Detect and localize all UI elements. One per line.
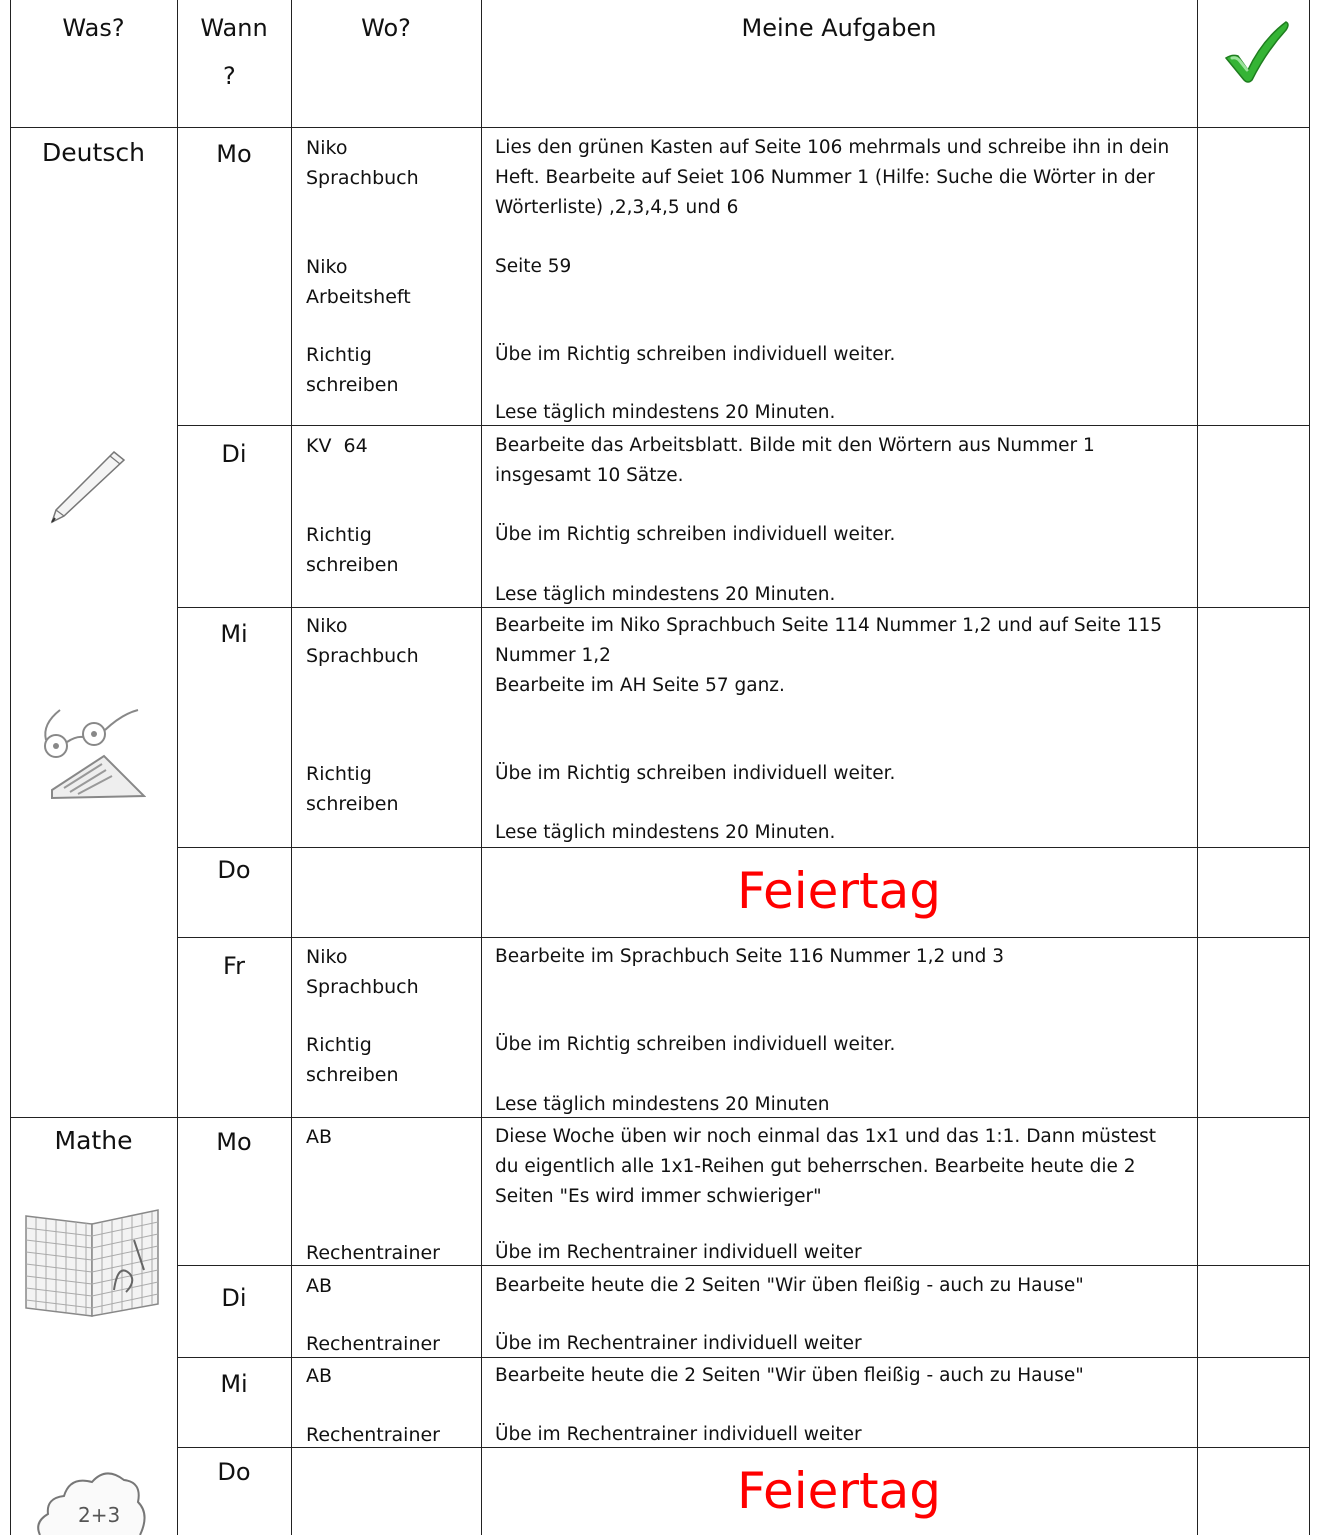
subject-mathe: Mathe: [54, 1126, 133, 1155]
day-deutsch-mo: Mo: [216, 140, 252, 168]
task-mathe-di-1: Bearbeite heute die 2 Seiten "Wir üben fleißig - auch zu Hause": [495, 1275, 1084, 1296]
task-deutsch-mi-1: Bearbeite im Niko Sprachbuch Seite 114 Nummer 1,2 und auf Seite 115 Nummer 1,2: [495, 615, 1163, 666]
pencil-icon: [44, 448, 130, 528]
wo-deutsch-mo-1: Niko Sprachbuch: [306, 137, 419, 189]
task-mathe-mi-2: Übe im Rechentrainer individuell weiter: [495, 1424, 862, 1445]
task-deutsch-fr-2: Übe im Richtig schreiben individuell weiter.: [495, 1034, 896, 1055]
column-divider-wo: [481, 0, 482, 1535]
wo-deutsch-di-1: KV 64: [306, 435, 368, 457]
task-deutsch-di-2: Übe im Richtig schreiben individuell weiter.: [495, 524, 896, 545]
task-deutsch-mi-2: Bearbeite im AH Seite 57 ganz.: [495, 675, 785, 696]
wo-deutsch-mi-2: Richtig schreiben: [306, 763, 399, 815]
task-deutsch-fr-3: Lese täglich mindestens 20 Minuten: [495, 1094, 830, 1115]
day-mathe-mi: Mi: [220, 1370, 248, 1398]
wo-mathe-mi-2: Rechentrainer: [306, 1424, 440, 1446]
task-mathe-mi-1: Bearbeite heute die 2 Seiten "Wir üben fleißig - auch zu Hause": [495, 1365, 1084, 1386]
holiday-deutsch-do: Feiertag: [737, 862, 941, 920]
column-divider-wann: [291, 0, 292, 1535]
table-border-right: [1309, 0, 1310, 1535]
day-mathe-do: Do: [217, 1458, 251, 1486]
row-divider-deutsch-do: [177, 937, 1310, 938]
column-divider-aufgaben: [1197, 0, 1198, 1535]
task-mathe-mo-1: Diese Woche üben wir noch einmal das 1x1 und das 1:1. Dann müstest du eigentlich alle 1x1-Reihen gut beherrschen. Bearbeite heute die 2 Seiten "Es wird immer schwieriger": [495, 1126, 1157, 1207]
holiday-mathe-do: Feiertag: [737, 1462, 941, 1520]
day-deutsch-fr: Fr: [223, 952, 245, 980]
wo-mathe-mi-1: AB: [306, 1365, 333, 1387]
wo-deutsch-mo-2: Niko Arbeitsheft: [306, 256, 411, 308]
task-deutsch-mo-3: Übe im Richtig schreiben individuell weiter.: [495, 344, 896, 365]
task-deutsch-mo-2: Seite 59: [495, 256, 572, 277]
wo-mathe-di-2: Rechentrainer: [306, 1333, 440, 1355]
subject-deutsch: Deutsch: [42, 138, 145, 167]
wo-mathe-mo-1: AB: [306, 1126, 333, 1148]
wo-deutsch-mo-3: Richtig schreiben: [306, 344, 399, 396]
wo-deutsch-mi-1: Niko Sprachbuch: [306, 615, 419, 667]
checkmark-icon: [1222, 20, 1292, 84]
day-deutsch-di: Di: [221, 440, 247, 468]
day-deutsch-mi: Mi: [220, 620, 248, 648]
header-wo: Wo?: [361, 14, 411, 42]
header-bottom-line: [10, 127, 1310, 128]
task-deutsch-mi-4: Lese täglich mindestens 20 Minuten.: [495, 822, 836, 843]
wo-mathe-mo-2: Rechentrainer: [306, 1242, 440, 1264]
day-mathe-mo: Mo: [216, 1128, 252, 1156]
task-mathe-mo-2: Übe im Rechentrainer individuell weiter: [495, 1242, 862, 1263]
wo-deutsch-di-2: Richtig schreiben: [306, 524, 399, 576]
wo-deutsch-fr-1: Niko Sprachbuch: [306, 946, 419, 998]
header-aufgaben: Meine Aufgaben: [741, 14, 937, 42]
task-deutsch-di-1: Bearbeite das Arbeitsblatt. Bilde mit den Wörtern aus Nummer 1 insgesamt 10 Sätze.: [495, 435, 1095, 486]
task-deutsch-di-3: Lese täglich mindestens 20 Minuten.: [495, 584, 836, 605]
day-mathe-di: Di: [221, 1284, 247, 1312]
wo-mathe-di-1: AB: [306, 1275, 333, 1297]
notebook-icon: [22, 1200, 162, 1318]
header-was: Was?: [62, 14, 125, 42]
cloud-sum-label: 2+3: [78, 1503, 121, 1527]
task-deutsch-fr-1: Bearbeite im Sprachbuch Seite 116 Nummer 1,2 und 3: [495, 946, 1005, 967]
task-deutsch-mi-3: Übe im Richtig schreiben individuell weiter.: [495, 763, 896, 784]
header-wann-question: ?: [223, 62, 236, 90]
day-deutsch-do: Do: [217, 856, 251, 884]
task-mathe-di-2: Übe im Rechentrainer individuell weiter: [495, 1333, 862, 1354]
glasses-book-icon: [34, 690, 146, 800]
task-deutsch-mo-4: Lese täglich mindestens 20 Minuten.: [495, 402, 836, 423]
wo-deutsch-fr-2: Richtig schreiben: [306, 1034, 399, 1086]
table-border-left: [10, 0, 11, 1535]
cloud-icon: [30, 1452, 150, 1535]
header-wann: Wann: [200, 14, 268, 42]
task-deutsch-mo-1: Lies den grünen Kasten auf Seite 106 mehrmals und schreibe ihn in dein Heft. Bearbeite auf Seiet 106 Nummer 1 (Hilfe: Suche die Wörter in der Wörterliste) ,2,3,4,5 und 6: [495, 137, 1170, 218]
